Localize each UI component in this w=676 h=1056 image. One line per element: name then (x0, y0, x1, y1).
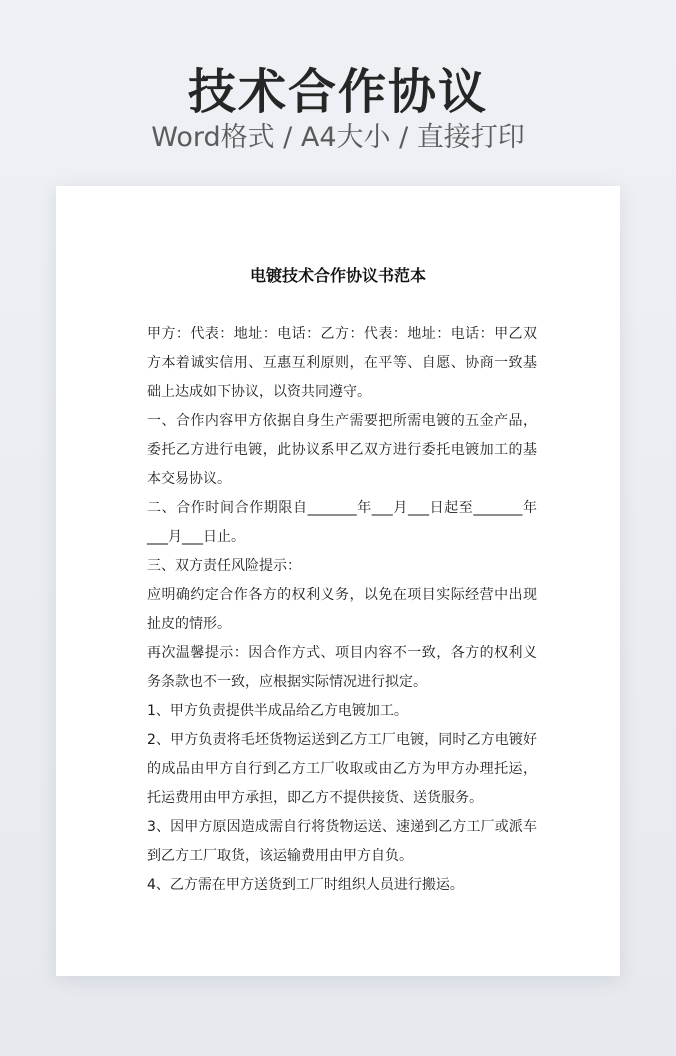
document-preview (56, 186, 620, 976)
paragraph-clause-2: 二、合作时间合作期限自_______年___月___日起至_______年___月___日止。 (147, 500, 537, 545)
paragraph-reminder: 再次温馨提示：因合作方式、项目内容不一致，各方的权利义务条款也不一致，应根据实际情况进行拟定。 (147, 645, 537, 690)
paragraph-clause-1: 一、合作内容甲方依据自身生产需要把所需电镀的五金产品，委托乙方进行电镀，此协议系甲乙双方进行委托电镀加工的基本交易协议。 (147, 413, 537, 487)
paragraph-item-2: 2、甲方负责将毛坯货物运送到乙方工厂电镀，同时乙方电镀好的成品由甲方自行到乙方工厂收取或由乙方为甲方办理托运，托运费用由甲方承担，即乙方不提供接货、送货服务。 (147, 732, 537, 806)
paragraph-clause-3: 三、双方责任风险提示： (147, 558, 301, 574)
page-title: 技术合作协议 (187, 64, 488, 120)
paragraph-preamble: 甲方：代表：地址：电话：乙方：代表：地址：电话：甲乙双方本着诚实信用、互惠互利原则，在平等、自愿、协商一致基础上达成如下协议，以资共同遵守。 (147, 326, 537, 400)
paragraph-item-3: 3、因甲方原因造成需自行将货物运送、速递到乙方工厂或派车到乙方工厂取货，该运输费用由甲方自负。 (147, 819, 537, 864)
document-body (147, 320, 537, 900)
paragraph-risk-note: 应明确约定合作各方的权利义务，以免在项目实际经营中出现扯皮的情形。 (147, 587, 537, 632)
document-title: 电镀技术合作协议书范本 (249, 266, 426, 285)
paragraph-item-4: 4、乙方需在甲方送货到工厂时组织人员进行搬运。 (147, 877, 464, 893)
page-subtitle: Word格式 / A4大小 / 直接打印 (151, 122, 525, 153)
paragraph-item-1: 1、甲方负责提供半成品给乙方电镀加工。 (147, 703, 408, 719)
